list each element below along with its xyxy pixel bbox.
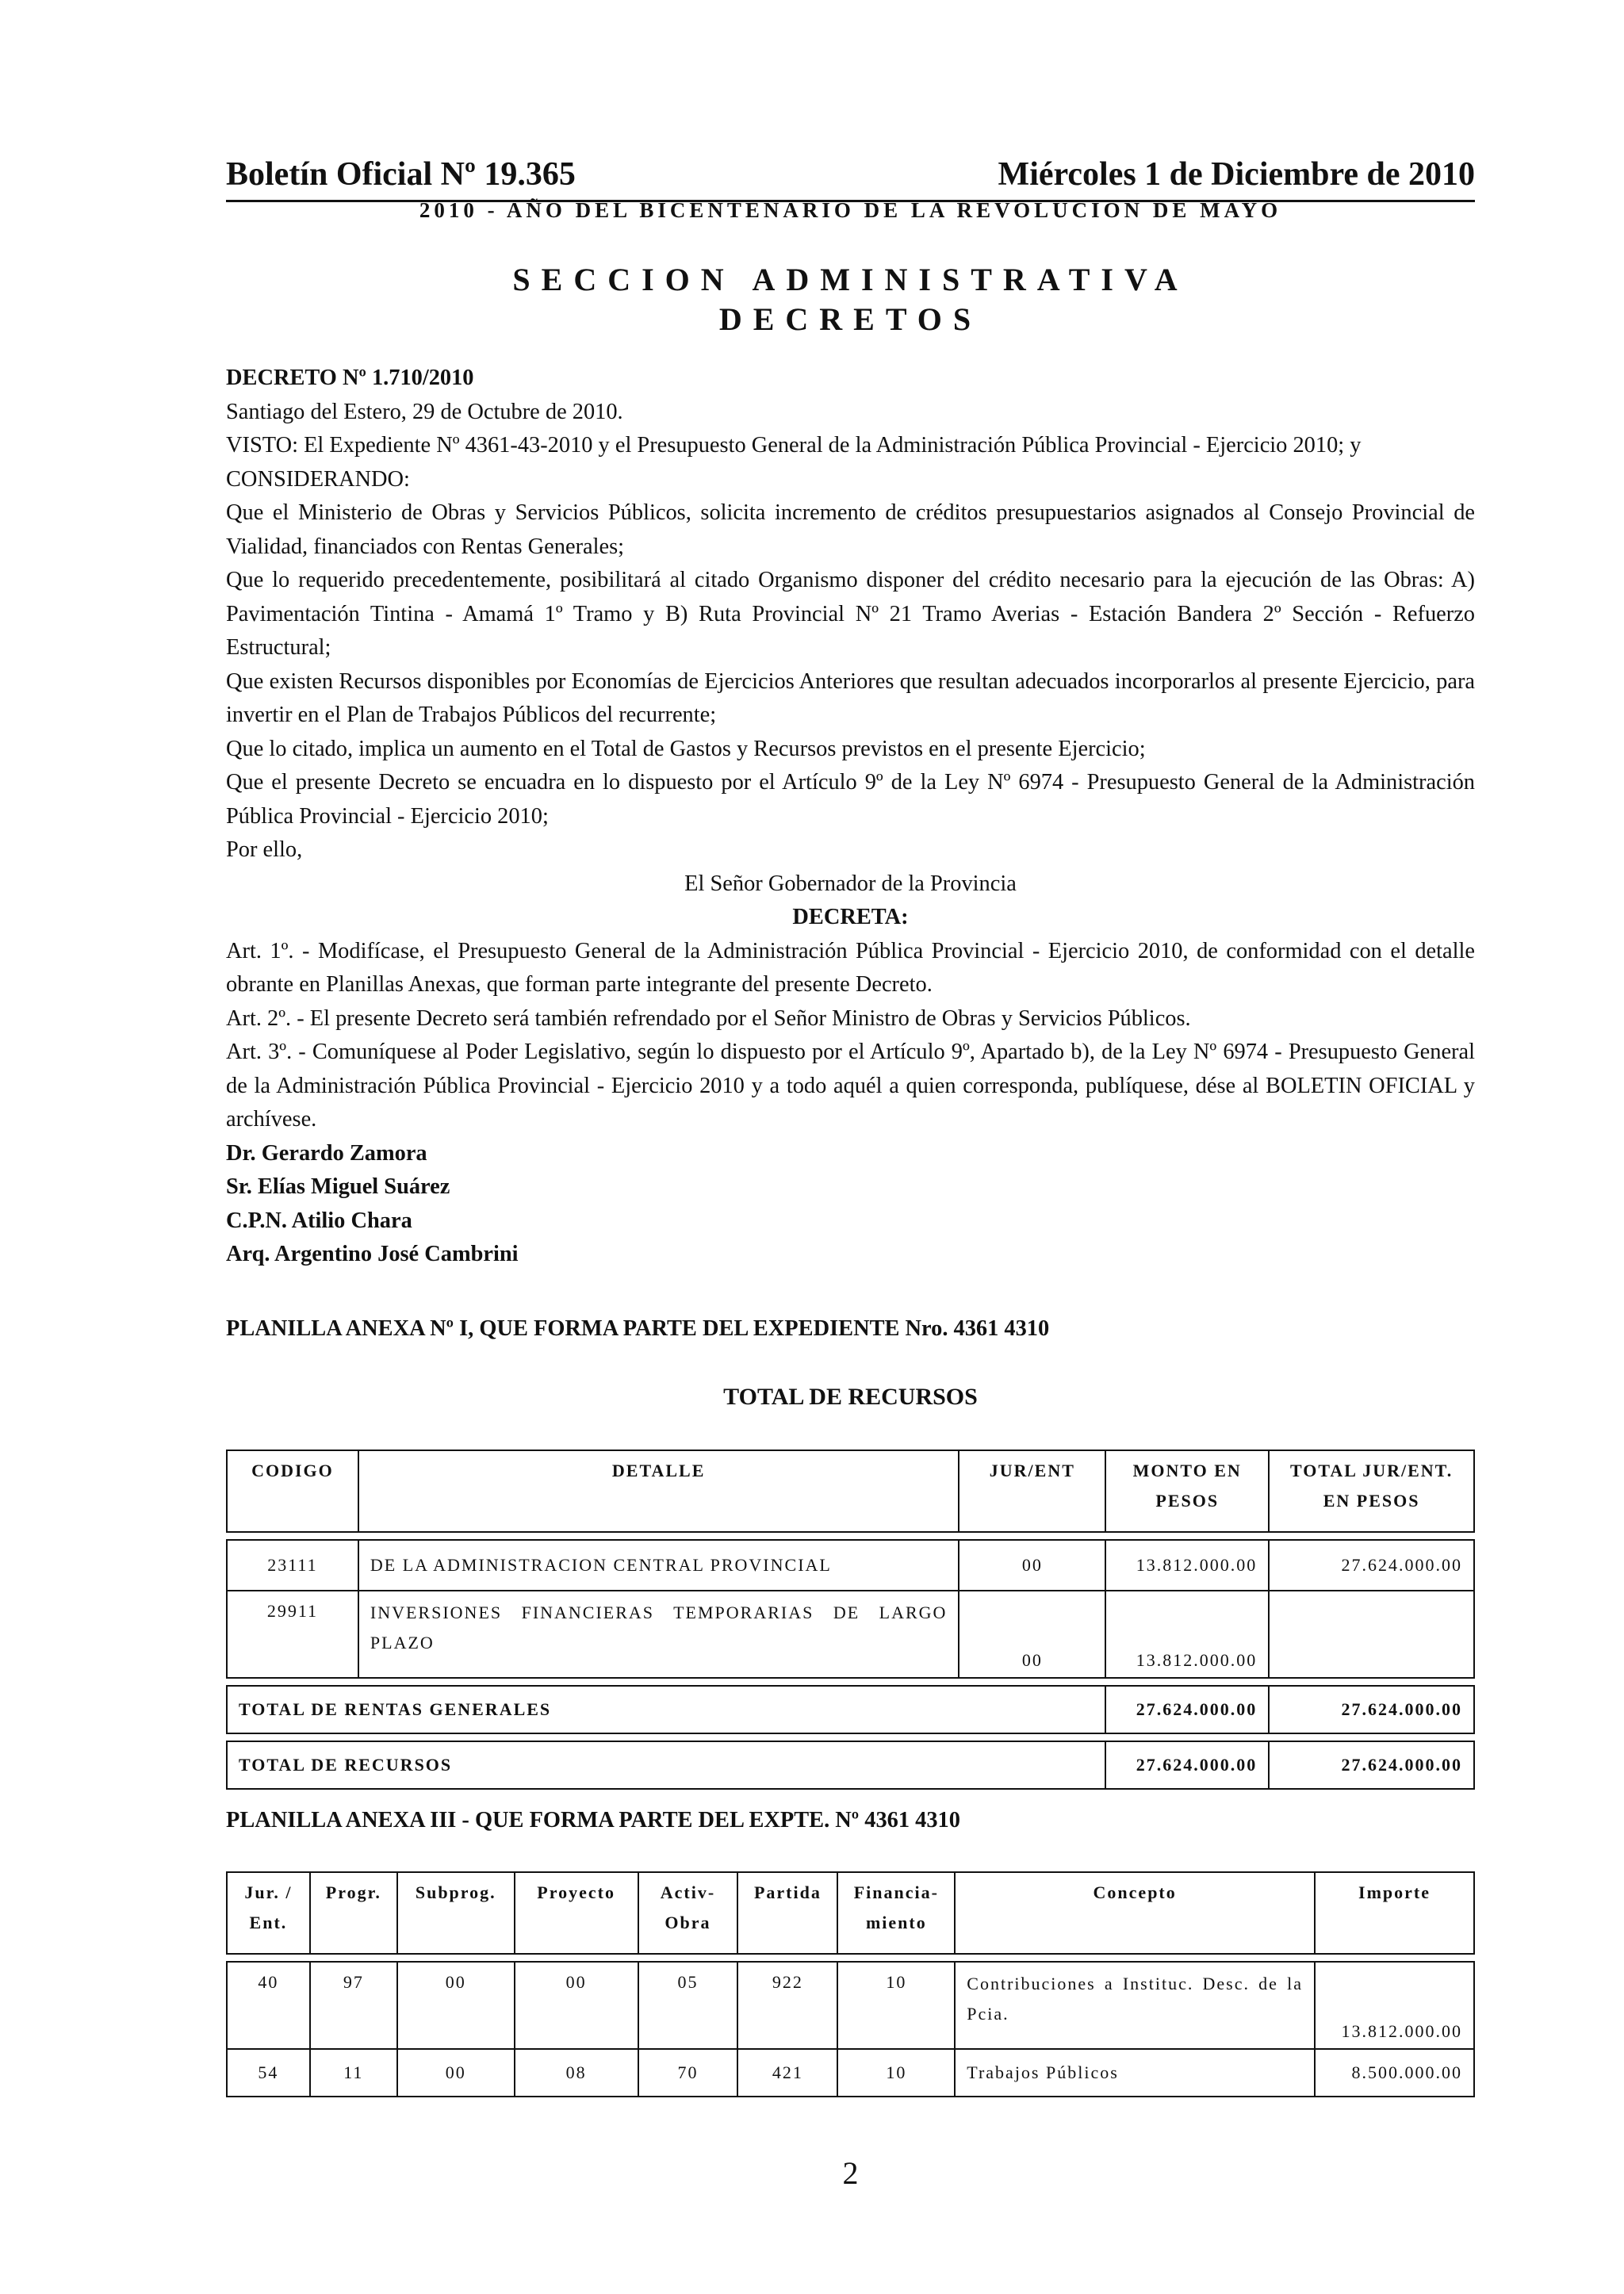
table-cell: 8.500.000.00: [1315, 2049, 1474, 2097]
total-value: 27.624.000.00: [1269, 1686, 1474, 1733]
total-value: 27.624.000.00: [1269, 1741, 1474, 1789]
table-cell: 421: [737, 2049, 837, 2097]
table-cell: 00: [397, 2049, 515, 2097]
table-cell: 10: [837, 2049, 955, 2097]
table-cell: 13.812.000.00: [1105, 1591, 1269, 1678]
decree-paragraph: Que lo citado, implica un aumento en el Total de Gastos y Recursos previstos en el presente Ejercicio;: [226, 736, 1146, 761]
table-cell: 23111: [227, 1540, 358, 1591]
table-cell: 05: [638, 1962, 738, 2049]
section-name: SECCION ADMINISTRATIVA: [512, 262, 1189, 297]
total-value: 27.624.000.00: [1105, 1741, 1269, 1789]
signer: C.P.N. Atilio Chara: [226, 1208, 412, 1233]
decree-article: Art. 1º. - Modifícase, el Presupuesto General de la Administración Pública Provincial - Ejercicio 2010, de conformidad con el detalle obrante en Planillas Anexas, que forman parte integrante del presente Decreto.: [226, 938, 1475, 997]
table-cell: 922: [737, 1962, 837, 2049]
table-cell: 29911: [227, 1591, 358, 1678]
decree-number: DECRETO Nº 1.710/2010: [226, 366, 474, 390]
table-cell: 54: [227, 2049, 310, 2097]
total-value: 27.624.000.00: [1105, 1686, 1269, 1733]
table-cell: 40: [227, 1962, 310, 2049]
section-subname: DECRETOS: [718, 301, 982, 337]
decree-paragraph: Que lo requerido precedentemente, posibilitará al citado Organismo disponer del crédito necesario para la ejecución de las Obras: A) Pavimentación Tintina - Amamá 1º Tramo y B) Ruta Provincial Nº 21 Tramo Averias - Estación Bandera 2º Sección - Refuerzo Estructural;: [226, 568, 1475, 660]
table-row: [227, 1591, 1474, 1678]
table-cell: 70: [638, 2049, 738, 2097]
decree-place-date: Santiago del Estero, 29 de Octubre de 2010.: [226, 399, 623, 424]
signer: Sr. Elías Miguel Suárez: [226, 1174, 450, 1199]
decree-considerando: CONSIDERANDO:: [226, 466, 410, 492]
gastos-table: [226, 1871, 1475, 2097]
column-header: TOTAL JUR/ENT. EN PESOS: [1269, 1450, 1474, 1532]
column-header: Activ- Obra: [638, 1872, 738, 1954]
total-row: [227, 1741, 1474, 1789]
signer: Dr. Gerardo Zamora: [226, 1140, 427, 1166]
table-cell: DE LA ADMINISTRACION CENTRAL PROVINCIAL: [358, 1540, 959, 1591]
column-header: Partida: [737, 1872, 837, 1954]
decree-gobernador: El Señor Gobernador de la Provincia: [684, 871, 1017, 896]
decree-article: Art. 2º. - El presente Decreto será también refrendado por el Señor Ministro de Obras y Servicios Públicos.: [226, 1005, 1191, 1031]
bulletin-date: Miércoles 1 de Diciembre de 2010: [998, 156, 1475, 193]
column-header: Progr.: [310, 1872, 397, 1954]
total-label: TOTAL DE RENTAS GENERALES: [227, 1686, 1105, 1733]
decree-article: Art. 3º. - Comuníquese al Poder Legislativo, según lo dispuesto por el Artículo 9º, Apartado b), de la Ley Nº 6974 - Presupuesto General de la Administración Pública Provincial - Ejercicio 2010 y a todo aquél a quien corresponda, publíquese, dése al BOLETIN OFICIAL y archívese.: [226, 1040, 1475, 1132]
column-header: DETALLE: [358, 1450, 959, 1532]
anexa3-title: PLANILLA ANEXA III - QUE FORMA PARTE DEL EXPTE. Nº 4361 4310: [226, 1808, 960, 1833]
decree-body: [226, 362, 1475, 1272]
column-header: Proyecto: [515, 1872, 638, 1954]
table-cell: 00: [515, 1962, 638, 2049]
table-cell: 97: [310, 1962, 397, 2049]
decree-paragraph: Que el Ministerio de Obras y Servicios Públicos, solicita incremento de créditos presupuestarios asignados al Consejo Provincial de Vialidad, financiados con Rentas Generales;: [226, 500, 1475, 559]
total-label: TOTAL DE RECURSOS: [227, 1741, 1105, 1789]
table-cell: 08: [515, 2049, 638, 2097]
table-cell: 13.812.000.00: [1315, 1962, 1474, 2049]
table-cell: Trabajos Públicos: [955, 2049, 1315, 2097]
table-header-row: [227, 1872, 1474, 1954]
column-header: Subprog.: [397, 1872, 515, 1954]
column-header: Jur. / Ent.: [227, 1872, 310, 1954]
column-header: JUR/ENT: [959, 1450, 1105, 1532]
table-cell: INVERSIONES FINANCIERAS TEMPORARIAS DE LARGO PLAZO: [358, 1591, 959, 1678]
column-header: CODIGO: [227, 1450, 358, 1532]
decree-paragraph: Que existen Recursos disponibles por Economías de Ejercicios Anteriores que resultan adecuados incorporarlos al presente Ejercicio, para invertir en el Plan de Trabajos Públicos del recurrente;: [226, 668, 1475, 727]
table-cell: 13.812.000.00: [1105, 1540, 1269, 1591]
section-title: [226, 260, 1475, 339]
decree-visto: VISTO: El Expediente Nº 4361-43-2010 y el Presupuesto General de la Administración Pública Provincial - Ejercicio 2010; y: [226, 433, 1362, 458]
recursos-table: [226, 1450, 1475, 1790]
table-cell: 10: [837, 1962, 955, 2049]
bulletin-header: [226, 155, 1475, 202]
table-cell: 00: [959, 1540, 1105, 1591]
table-cell: [1269, 1591, 1474, 1678]
table-cell: Contribuciones a Instituc. Desc. de la Pcia.: [955, 1962, 1315, 2049]
table-header-row: [227, 1450, 1474, 1532]
bulletin-number: Boletín Oficial Nº 19.365: [226, 156, 576, 193]
table-row: [227, 1962, 1474, 2049]
bulletin-motto: 2010 - AÑO DEL BICENTENARIO DE LA REVOLUCION DE MAYO: [419, 198, 1282, 222]
table-row: [227, 2049, 1474, 2097]
decree-por-ello: Por ello,: [226, 837, 303, 862]
decree-paragraph: Que el presente Decreto se encuadra en lo dispuesto por el Artículo 9º de la Ley Nº 6974 - Presupuesto General de la Administración Pública Provincial - Ejercicio 2010;: [226, 770, 1475, 829]
table-row: [227, 1540, 1474, 1591]
total-row: [227, 1686, 1474, 1733]
anexa1-subtitle: TOTAL DE RECURSOS: [723, 1384, 978, 1410]
table-cell: 11: [310, 2049, 397, 2097]
signer: Arq. Argentino José Cambrini: [226, 1242, 519, 1266]
column-header: Concepto: [955, 1872, 1315, 1954]
column-header: Importe: [1315, 1872, 1474, 1954]
decree-decreta: DECRETA:: [792, 905, 909, 929]
table-cell: 27.624.000.00: [1269, 1540, 1474, 1591]
table-cell: 00: [397, 1962, 515, 2049]
table-cell: 00: [959, 1591, 1105, 1678]
anexa1-title: PLANILLA ANEXA Nº I, QUE FORMA PARTE DEL EXPEDIENTE Nro. 4361 4310: [226, 1316, 1050, 1341]
column-header: Financia- miento: [837, 1872, 955, 1954]
column-header: MONTO EN PESOS: [1105, 1450, 1269, 1532]
page-number: 2: [842, 2155, 859, 2191]
